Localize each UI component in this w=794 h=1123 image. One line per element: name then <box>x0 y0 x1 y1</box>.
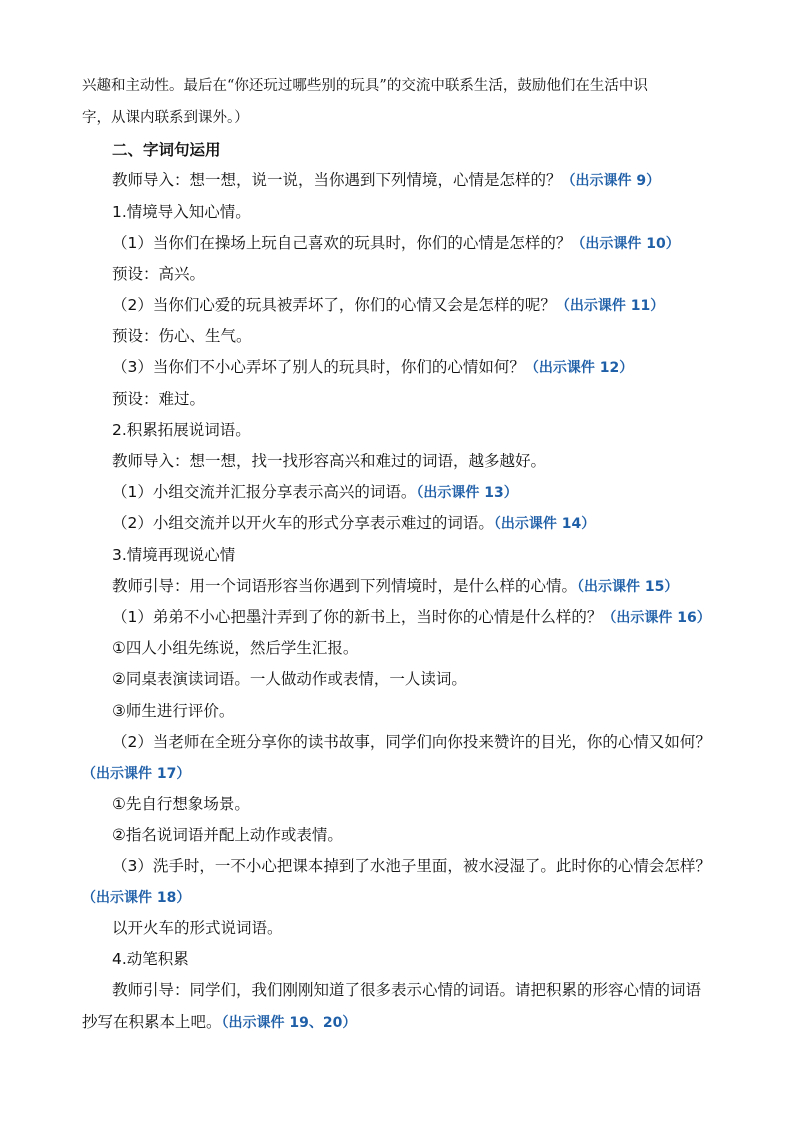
answer-2: 预设：伤心、生气。 <box>112 327 252 345</box>
scenario-1-step-b: ②同桌表演读词语。一人做动作或表情，一人读词。 <box>112 670 467 688</box>
teacher-intro-1: 教师导入：想一想，说一说，当你遇到下列情境，心情是怎样的？（出示课件 9） <box>112 171 661 189</box>
scenario-2-ref-line <box>82 763 190 784</box>
teacher-guide-1: 教师引导：用一个词语形容当你遇到下列情境时，是什么样的心情。（出示课件 15） <box>112 577 679 595</box>
scenario-2-step-b: ②指名说词语并配上动作或表情。 <box>112 826 343 844</box>
courseware-ref-18: （出示课件 18） <box>82 890 191 906</box>
scenario-3: （3）洗手时，一不小心把课本掉到了水池子里面，被水浸湿了。此时你的心情会怎样？ <box>112 857 711 875</box>
scenario-2-step-a: ①先自行想象场景。 <box>112 795 250 813</box>
question-1: （1）当你们在操场上玩自己喜欢的玩具时，你们的心情是怎样的？（出示课件 10） <box>112 234 680 252</box>
group-task-2: （2）小组交流并以开火车的形式分享表示难过的词语。（出示课件 14） <box>112 514 596 532</box>
answer-1: 预设：高兴。 <box>112 265 206 283</box>
scenario-1: （1）弟弟不小心把墨汁弄到了你的新书上，当时你的心情是什么样的？（出示课件 16） <box>112 608 711 626</box>
courseware-ref-19-20: （出示课件 19、20） <box>221 1015 357 1031</box>
subsection-4: 4.动笔积累 <box>112 950 189 968</box>
courseware-ref-9: （出示课件 9） <box>561 173 661 189</box>
teacher-guide-2-line-1: 教师引导：同学们，我们刚刚知道了很多表示心情的词语。请把积累的形容心情的词语 <box>112 981 702 999</box>
question-2: （2）当你们心爱的玩具被弄坏了，你们的心情又会是怎样的呢？（出示课件 11） <box>112 296 665 314</box>
teacher-guide-2-line-2: 抄写在积累本上吧。（出示课件 19、20） <box>82 1013 357 1031</box>
scenario-3-step-a: 以开火车的形式说词语。 <box>112 919 283 937</box>
courseware-ref-14: （出示课件 14） <box>493 516 596 532</box>
intro-line-2: 字，从课内联系到课外。） <box>82 110 249 126</box>
scenario-2: （2）当老师在全班分享你的读书故事，同学们向你投来赞许的目光，你的心情又如何？ <box>112 733 711 751</box>
section-heading: 二、字词句运用 <box>112 141 221 159</box>
answer-3: 预设：难过。 <box>112 390 206 408</box>
courseware-ref-10: （出示课件 10） <box>571 236 680 252</box>
group-task-1: （1）小组交流并汇报分享表示高兴的词语。（出示课件 13） <box>112 483 518 501</box>
question-3: （3）当你们不小心弄坏了别人的玩具时，你们的心情如何？（出示课件 12） <box>112 358 634 376</box>
scenario-1-step-c: ③师生进行评价。 <box>112 702 235 720</box>
courseware-ref-13: （出示课件 13） <box>416 485 518 501</box>
subsection-1: 1.情境导入知心情。 <box>112 203 251 221</box>
subsection-3: 3.情境再现说心情 <box>112 546 236 564</box>
scenario-3-ref-line <box>82 887 190 908</box>
intro-line-1: 兴趣和主动性。最后在“你还玩过哪些别的玩具”的交流中联系生活，鼓励他们在生活中识 <box>82 78 648 94</box>
scenario-1-step-a: ①四人小组先练说，然后学生汇报。 <box>112 639 359 657</box>
courseware-ref-12: （出示课件 12） <box>524 360 634 376</box>
courseware-ref-16: （出示课件 16） <box>602 610 711 626</box>
subsection-2: 2.积累拓展说词语。 <box>112 421 251 439</box>
teacher-intro-2: 教师导入：想一想，找一找形容高兴和难过的词语，越多越好。 <box>112 452 547 470</box>
courseware-ref-15: （出示课件 15） <box>577 579 679 595</box>
courseware-ref-11: （出示课件 11） <box>555 298 665 314</box>
courseware-ref-17: （出示课件 17） <box>82 766 191 782</box>
